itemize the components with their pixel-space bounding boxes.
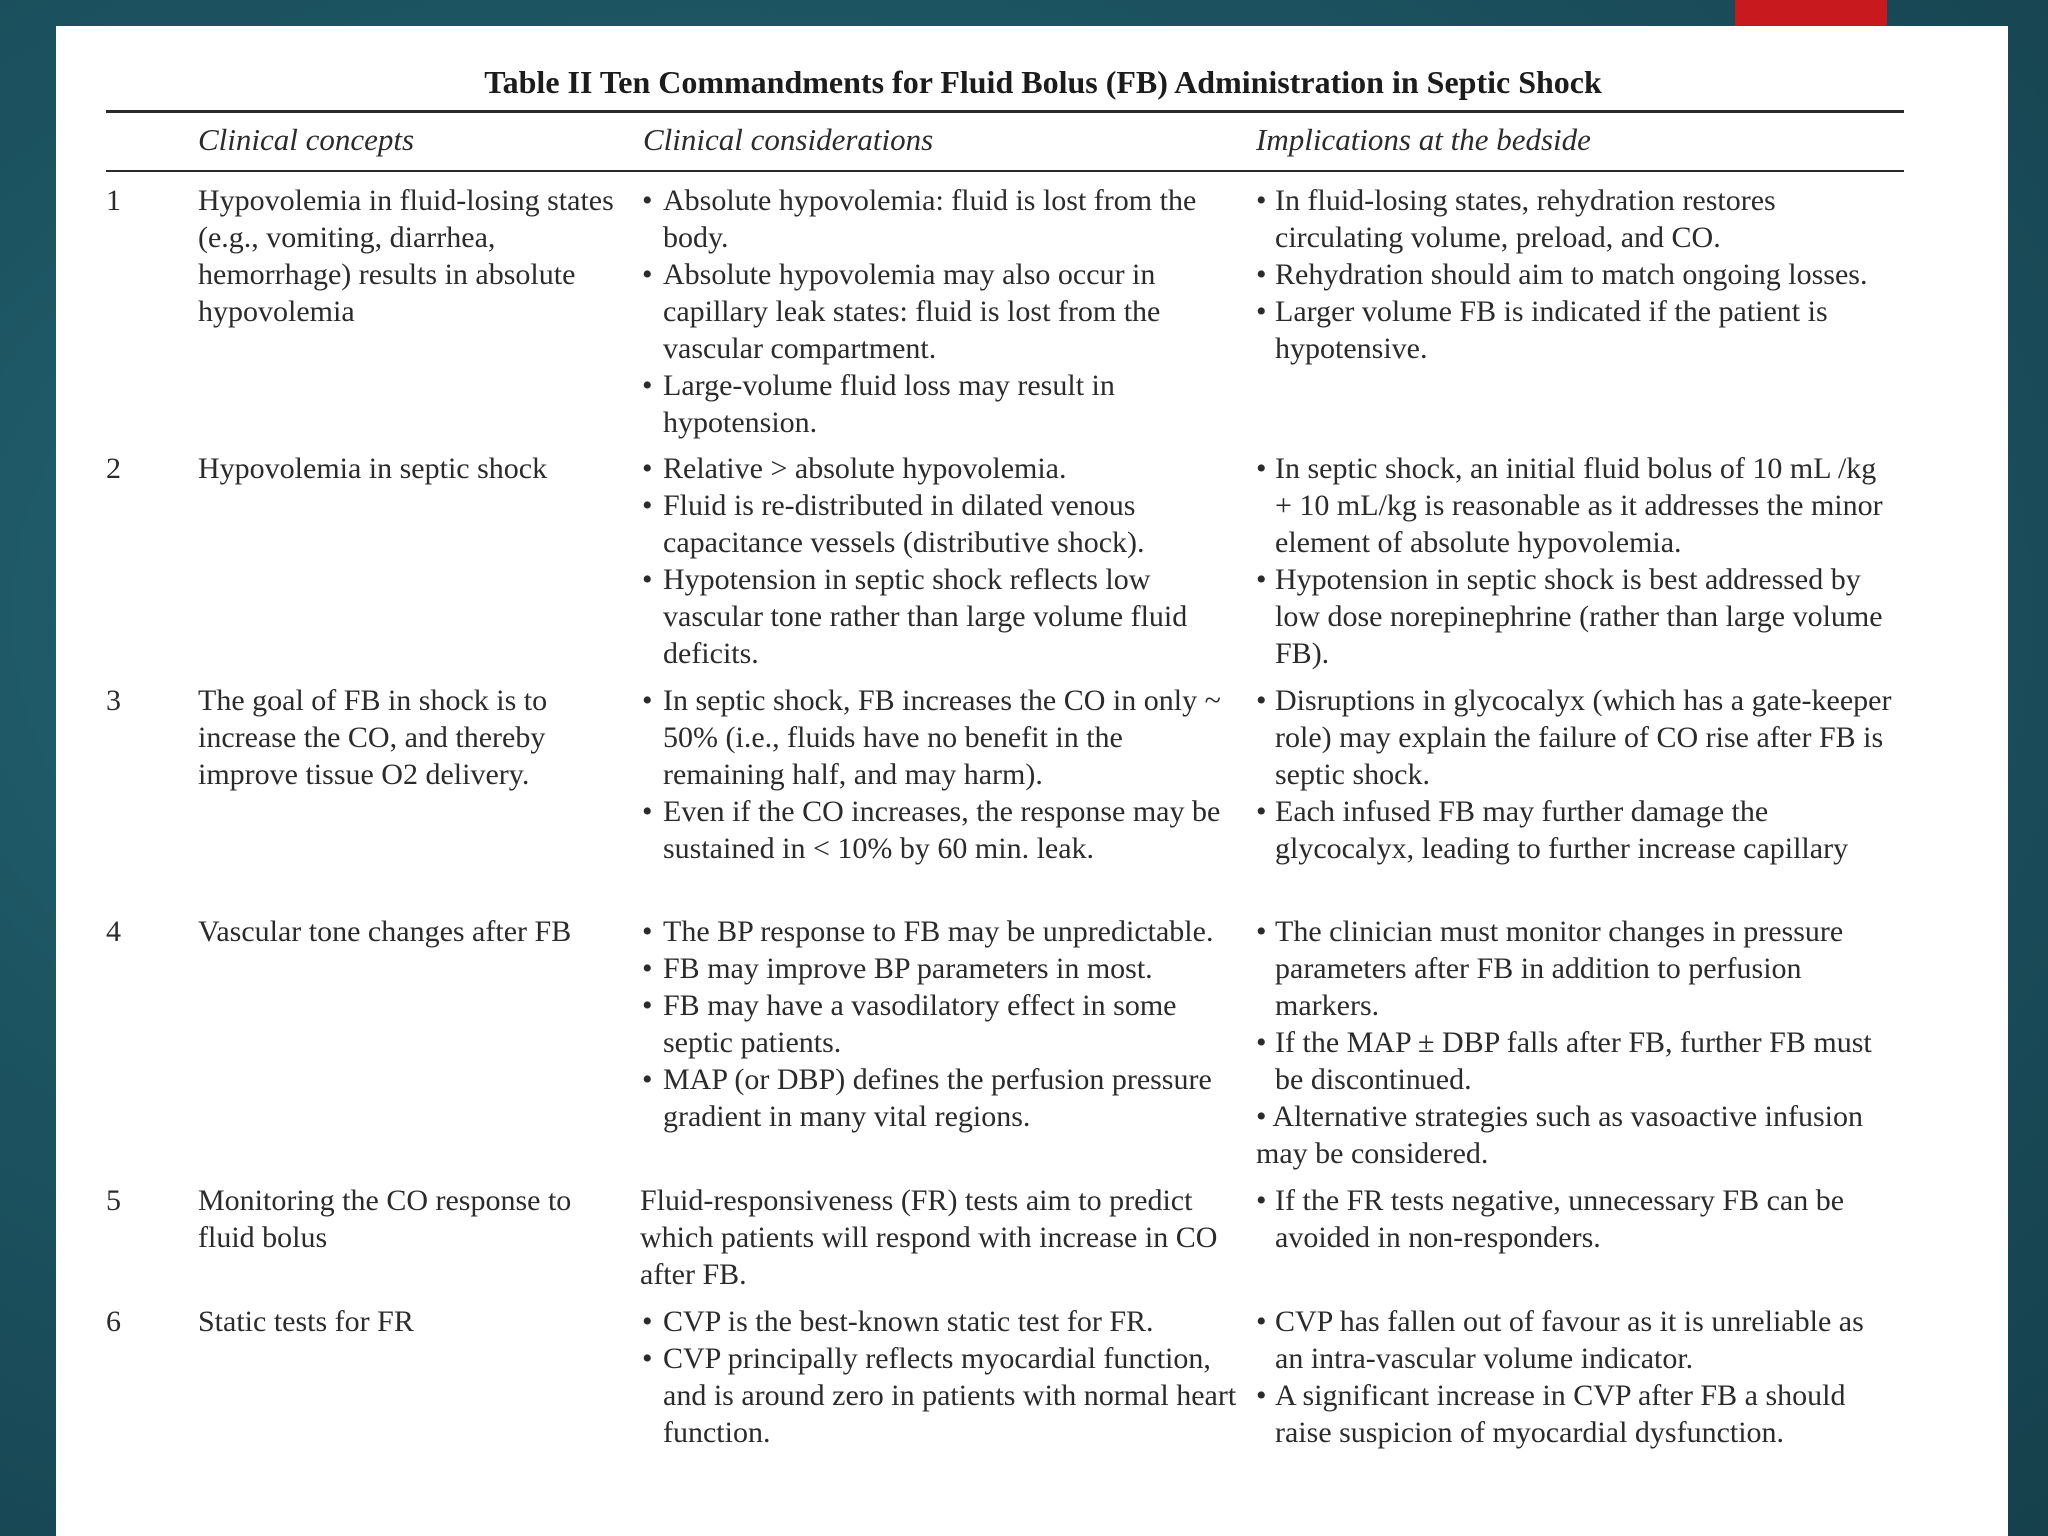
header-clinical-considerations: Clinical considerations (643, 122, 934, 157)
row-5-implications (1256, 1182, 1896, 1256)
row-4-consideration: • MAP (or DBP) defines the perfusion pressure gradient in many vital regions. (640, 1061, 1240, 1135)
row-3-consideration: • Even if the CO increases, the response may be sustained in < 10% by 60 min. leak. (640, 793, 1240, 867)
row-1-consideration: • Large-volume fluid loss may result in hypotension. (640, 367, 1240, 441)
row-3-consideration: • In septic shock, FB increases the CO in only ~ 50% (i.e., fluids have no benefit in the remaining half, and may harm). (640, 682, 1240, 793)
row-6-implication: • A significant increase in CVP after FB a should raise suspicion of myocardial dysfunction. (1256, 1377, 1896, 1451)
row-6-consideration: • CVP principally reflects myocardial function, and is around zero in patients with normal heart function. (640, 1340, 1240, 1451)
row-5-considerations: Fluid-responsiveness (FR) tests aim to predict which patients will respond with increase in CO after FB. (640, 1184, 1218, 1291)
row-4-implication: • Alternative strategies such as vasoactive infusion may be considered. (1256, 1100, 1864, 1170)
row-2-number: 2 (106, 452, 121, 485)
row-6-concept: Static tests for FR (198, 1305, 414, 1338)
row-1-concept: Hypovolemia in fluid-losing states (e.g., vomiting, diarrhea, hemorrhage) results in absolute hypovolemia (198, 184, 614, 328)
row-6-considerations (640, 1303, 1240, 1451)
row-4-consideration: • FB may improve BP parameters in most. (640, 950, 1240, 987)
row-5-number: 5 (106, 1184, 121, 1217)
header-rule (106, 170, 1904, 172)
row-4-concept: Vascular tone changes after FB (198, 915, 572, 948)
top-rule (106, 110, 1904, 113)
row-6-consideration: • CVP is the best-known static test for FR. (640, 1303, 1240, 1340)
row-2-implications (1256, 450, 1896, 672)
corner-accent-bar (1735, 0, 1887, 26)
header-implications: Implications at the bedside (1256, 122, 1591, 157)
row-5-implication: • If the FR tests negative, unnecessary FB can be avoided in non-responders. (1256, 1182, 1896, 1256)
row-1-implication: • In fluid-losing states, rehydration restores circulating volume, preload, and CO. (1256, 182, 1896, 256)
row-4-consideration: • FB may have a vasodilatory effect in some septic patients. (640, 987, 1240, 1061)
row-4-implications (1256, 913, 1896, 1172)
row-6-implications (1256, 1303, 1896, 1451)
row-1-considerations (640, 182, 1240, 441)
row-2-consideration: • Hypotension in septic shock reflects low vascular tone rather than large volume fluid deficits. (640, 561, 1240, 672)
row-1-number: 1 (106, 184, 121, 217)
row-3-number: 3 (106, 684, 121, 717)
row-2-considerations (640, 450, 1240, 672)
row-3-implication: • Disruptions in glycocalyx (which has a gate-keeper role) may explain the failure of CO rise after FB is septic shock. (1256, 682, 1896, 793)
header-clinical-concepts: Clinical concepts (198, 122, 415, 157)
row-4-consideration: • The BP response to FB may be unpredictable. (640, 913, 1240, 950)
row-1-implications (1256, 182, 1896, 367)
row-1-implication: • Rehydration should aim to match ongoing losses. (1256, 256, 1896, 293)
row-2-concept: Hypovolemia in septic shock (198, 452, 548, 485)
row-6-number: 6 (106, 1305, 121, 1338)
row-4-implication: • The clinician must monitor changes in pressure parameters after FB in addition to perfusion markers. (1256, 913, 1896, 1024)
row-2-consideration: • Relative > absolute hypovolemia. (640, 450, 1240, 487)
row-3-implication: • Each infused FB may further damage the glycocalyx, leading to further increase capillary (1256, 793, 1896, 867)
row-1-consideration: • Absolute hypovolemia: fluid is lost from the body. (640, 182, 1240, 256)
row-4-considerations (640, 913, 1240, 1135)
row-4-implication: • If the MAP ± DBP falls after FB, further FB must be discontinued. (1256, 1024, 1896, 1098)
row-6-implication: • CVP has fallen out of favour as it is unreliable as an intra-vascular volume indicator. (1256, 1303, 1896, 1377)
row-5-concept: Monitoring the CO response to fluid bolus (198, 1184, 572, 1254)
row-2-implication: • In septic shock, an initial fluid bolus of 10 mL /kg + 10 mL/kg is reasonable as it addresses the minor element of absolute hypovolemia. (1256, 450, 1896, 561)
row-1-implication: • Larger volume FB is indicated if the patient is hypotensive. (1256, 293, 1896, 367)
row-4-number: 4 (106, 915, 121, 948)
row-1-consideration: • Absolute hypovolemia may also occur in capillary leak states: fluid is lost from the vascular compartment. (640, 256, 1240, 367)
row-3-concept: The goal of FB in shock is to increase the CO, and thereby improve tissue O2 delivery. (198, 684, 548, 791)
row-3-implications (1256, 682, 1896, 867)
row-2-implication: • Hypotension in septic shock is best addressed by low dose norepinephrine (rather than large volume FB). (1256, 561, 1896, 672)
row-3-considerations (640, 682, 1240, 867)
table-title: Table II Ten Commandments for Fluid Bolus (FB) Administration in Septic Shock (484, 64, 1602, 100)
row-2-consideration: • Fluid is re-distributed in dilated venous capacitance vessels (distributive shock). (640, 487, 1240, 561)
table-page (56, 26, 2008, 1536)
